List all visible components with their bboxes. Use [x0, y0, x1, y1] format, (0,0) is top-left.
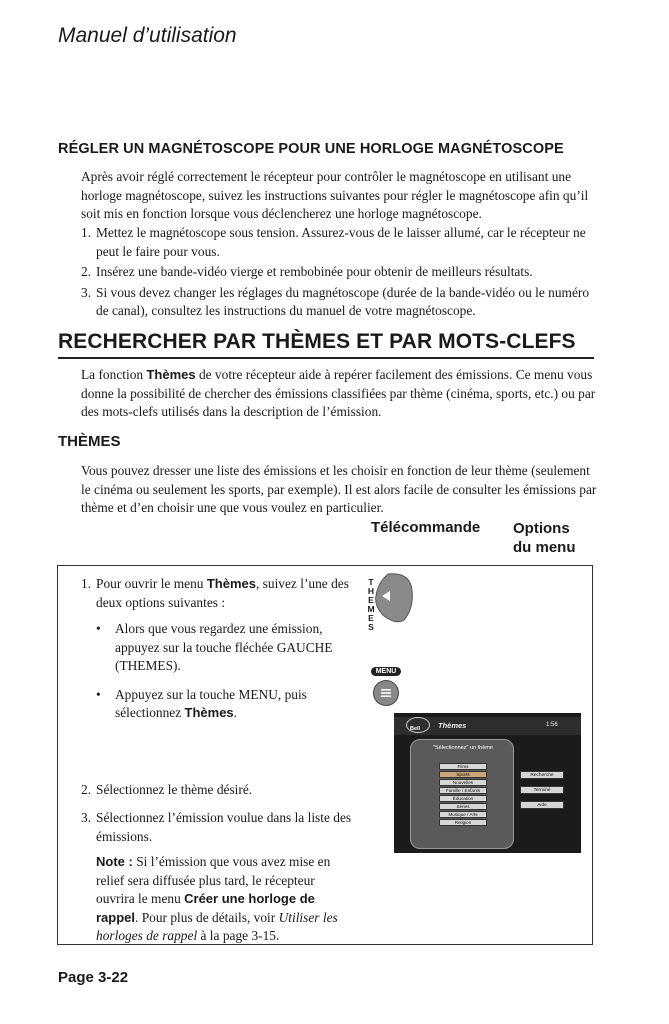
left-arrow-key-icon — [374, 572, 414, 624]
menu-key-label: MENU — [371, 667, 401, 676]
themes-step: 2. Sélectionnez le thème désiré. — [81, 781, 253, 797]
section-themes-intro: Vous pouvez dresser une liste des émissions et les choisir en fonction de leur thème (seulement le cinéma ou seulement les sports, par exemple). Il est alors facile de consulter les émissions par thème et d’en choisir une que vous voulez en particulier. — [81, 463, 597, 515]
column-heading-remote: Télécommande — [371, 519, 481, 536]
themes-step: 1. Pour ouvrir le menu Thèmes, suivez l’une des deux options suivantes : • Alors que vous regardez une émission, appuyez sur la touche fléchée GAUCHE (THEMES). • Appuyez sur la touche MENU, puis sélectionnez Thèmes. — [81, 575, 356, 723]
theme-item[interactable]: Films — [439, 763, 487, 770]
note-paragraph: Note : Si l’émission que vous avez mise en relief sera diffusée plus tard, le récepteur ouvrira le menu Créer une horloge de rappel. Pour plus de détails, voir Utiliser les horloges de rappel à la page 3-15. — [96, 854, 338, 943]
section-search-intro: La fonction Thèmes de votre récepteur aide à repérer facilement des émissions. Ce menu vous donne la possibilité de chercher des émissions classifiées par thème (cinéma, sports, etc.) ou par des mots-clefs utilisés dans la description de l’émission. — [81, 367, 596, 419]
theme-item[interactable]: Famille / Enfants — [439, 787, 487, 794]
themes-vertical-label: THEMES — [366, 577, 376, 631]
section-title-search: RECHERCHER PAR THÈMES ET PAR MOTS-CLEFS — [58, 330, 576, 353]
themes-steps — [81, 575, 356, 946]
theme-item[interactable]: Séries — [439, 803, 487, 810]
help-button[interactable]: Aide — [520, 801, 564, 809]
done-button[interactable]: Terminé — [520, 786, 564, 794]
theme-item[interactable]: Musique / Arts — [439, 811, 487, 818]
menu-lines-icon — [374, 681, 398, 705]
search-button[interactable]: Recherche — [520, 771, 564, 779]
tv-menu-title: Thèmes — [438, 721, 467, 730]
menu-key-icon — [373, 680, 399, 706]
theme-item[interactable]: Nouvelles — [439, 779, 487, 786]
vcr-step: 3. Si vous devez changer les réglages du magnétoscope (durée de la bande-vidéo ou le numéro de canal), consultez les instructions du manuel de votre magnétoscope. — [81, 284, 590, 318]
section-title-vcr: RÉGLER UN MAGNÉTOSCOPE POUR UNE HORLOGE MAGNÉTOSCOPE — [58, 141, 564, 157]
list-item: • Alors que vous regardez une émission, appuyez sur la touche fléchée GAUCHE (THEMES). — [96, 621, 333, 673]
themes-options-list — [96, 620, 356, 723]
section-title-themes: THÈMES — [58, 433, 121, 450]
tv-clock: 1:56 — [546, 722, 558, 728]
bell-logo-icon: Bell — [406, 717, 430, 733]
column-heading-options: Options du menu — [513, 520, 576, 556]
vcr-step: 1. Mettez le magnétoscope sous tension. Assurez-vous de le laisser allumé, car le récepteur ne peut le faire pour vous. — [81, 225, 586, 259]
theme-item[interactable]: Religion — [439, 819, 487, 826]
vcr-steps-list — [81, 224, 601, 323]
theme-item-selected[interactable]: Sports — [439, 771, 487, 778]
page-number: Page 3-22 — [58, 969, 129, 986]
themes-menu-screenshot — [394, 713, 581, 853]
theme-item[interactable]: Éducation — [439, 795, 487, 802]
theme-prompt: "Sélectionnez" un thème — [433, 745, 493, 751]
section-divider — [58, 357, 594, 359]
themes-step: 3. Sélectionnez l’émission voulue dans la liste des émissions. — [81, 810, 352, 844]
page-header-title: Manuel d’utilisation — [58, 24, 237, 47]
list-item: • Appuyez sur la touche MENU, puis sélectionnez Thèmes. — [96, 686, 307, 720]
theme-list-panel — [410, 739, 514, 849]
vcr-step: 2. Insérez une bande-vidéo vierge et rembobinée pour obtenir de meilleurs résultats. — [81, 264, 533, 279]
section-vcr-intro: Après avoir réglé correctement le récepteur pour contrôler le magnétoscope en utilisant une horloge magnétoscope, suivez les instructions suivantes pour régler le magnétoscope afin qu’il soit mis en fonction lorsque vous déclencherez une horloge magnétoscope. — [81, 169, 589, 221]
